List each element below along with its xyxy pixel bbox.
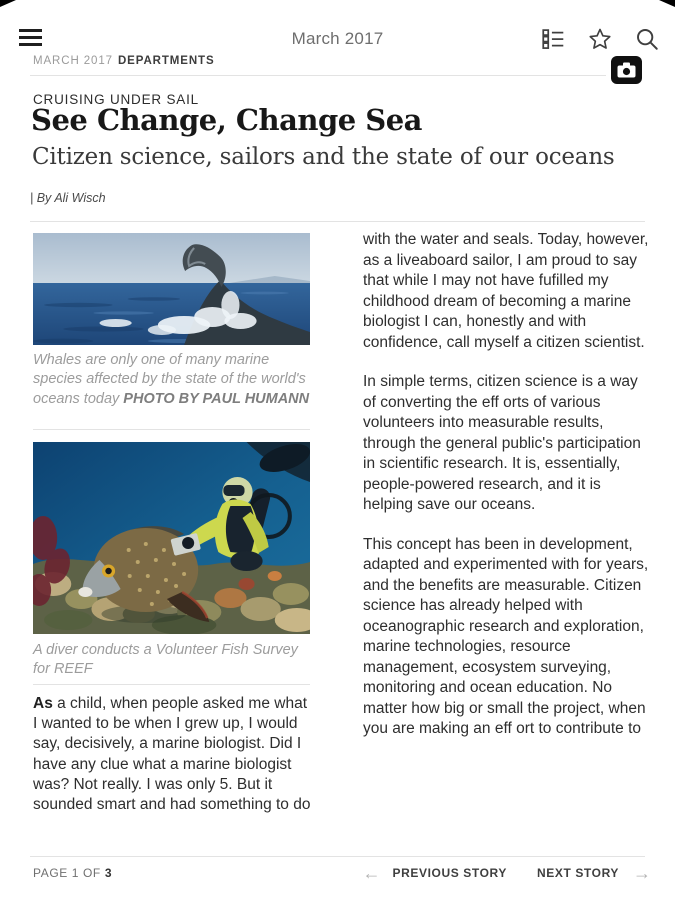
- photo-credit: PHOTO BY PAUL HUMANN: [123, 390, 310, 407]
- body-paragraph: This concept has been in development, adapted and experimented with for years, and the benefits are measurable. Citizen science has already helped with oceanographic research and exploration, marine technologies, resource management, ecosystem surveying, monitoring and ocean education. No matter how big or small the project, when you are making an eff ort to contribute to: [363, 535, 649, 737]
- whale-photo[interactable]: [33, 233, 310, 345]
- page-label: PAGE 1 OF: [33, 866, 101, 880]
- footer-navigation: [363, 861, 651, 885]
- lead-word: As: [33, 695, 53, 712]
- article-kicker: CRUISING UNDER SAIL: [33, 92, 199, 107]
- header-divider: [30, 221, 645, 222]
- arrow-right-icon[interactable]: →: [633, 863, 651, 883]
- search-icon[interactable]: [634, 26, 660, 52]
- breadcrumb-issue: MARCH 2017: [33, 55, 113, 67]
- article-byline: | By Ali Wisch: [30, 191, 106, 205]
- camera-icon: [611, 56, 642, 84]
- page-number: 3: [104, 866, 113, 880]
- breadcrumb: [33, 55, 215, 67]
- breadcrumb-section: DEPARTMENTS: [117, 55, 215, 67]
- article-title: See Change, Change Sea: [31, 103, 422, 137]
- page-indicator: [33, 866, 112, 880]
- body-text: a child, when people asked me what I wanted to be when I grew up, I would say, decisively, a marine biologist. Did I have any clue what a marine biologist was? Not really. I was only 5. But it sounded smart and had something to do: [33, 695, 311, 814]
- breadcrumb-divider: [30, 75, 643, 76]
- issue-title: March 2017: [291, 29, 384, 48]
- whale-caption: [33, 351, 310, 409]
- diver-caption: A diver conducts a Volunteer Fish Survey for REEF: [33, 642, 298, 678]
- previous-story-button[interactable]: PREVIOUS STORY: [392, 866, 507, 880]
- star-icon[interactable]: [587, 26, 613, 52]
- table-of-contents-icon[interactable]: [540, 26, 566, 52]
- caption-text: Whales are only one of many marine species affected by the state of the world's oceans today: [33, 352, 306, 407]
- body-paragraph: with the water and seals. Today, however, as a liveaboard sailor, I am proud to say that while I may not have fufilled my childhood dream of becoming a marine biologist I can, honestly and with confidence, call myself a citizen scientist.: [363, 231, 649, 351]
- body-paragraph: In simple terms, citizen science is a way of converting the eff orts of various volunteers into measurable results, through the general public's participation in scientific research. It is, essentially, people-powered research, and it is helping save our oceans.: [363, 373, 641, 513]
- footer-divider: [30, 856, 645, 857]
- body-column-right: [363, 230, 651, 759]
- next-story-button[interactable]: NEXT STORY: [536, 866, 619, 880]
- caption-divider: [33, 684, 310, 685]
- article-subtitle: Citizen science, sailors and the state of our oceans: [32, 144, 615, 170]
- body-paragraph-left: [33, 694, 313, 815]
- screen-corner-right: [659, 0, 675, 7]
- screen-corner-left: [0, 0, 16, 7]
- camera-button[interactable]: [611, 56, 642, 84]
- arrow-left-icon[interactable]: ←: [362, 863, 381, 883]
- diver-photo[interactable]: [33, 442, 310, 634]
- caption-divider: [33, 429, 310, 430]
